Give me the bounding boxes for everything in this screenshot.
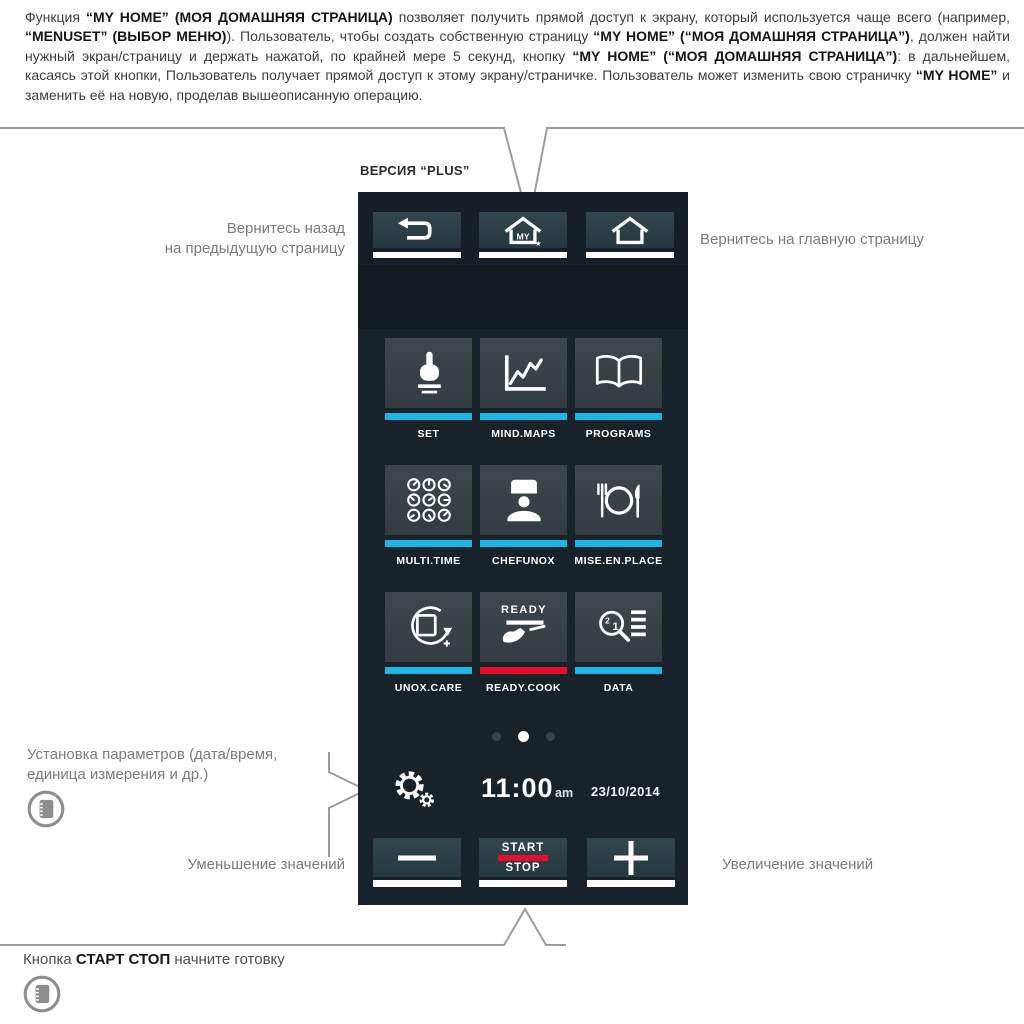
app-underline-cyan xyxy=(575,413,662,420)
text-segment: Функция xyxy=(25,9,86,25)
clock-date: 23/10/2014 xyxy=(591,784,661,799)
back-annotation xyxy=(165,219,345,259)
open-book-icon[interactable] xyxy=(575,338,662,408)
app-underline-red xyxy=(480,667,567,674)
settings-button[interactable] xyxy=(394,770,436,813)
clock-time: 11:00 xyxy=(481,773,554,803)
my-home-badge: MY xyxy=(516,231,530,242)
touchscreen-panel xyxy=(358,192,688,905)
text-segment: начните готовку xyxy=(170,951,285,968)
chef-icon[interactable] xyxy=(480,465,567,535)
manual-display-icon xyxy=(22,974,62,1014)
start-stop-button[interactable] xyxy=(479,838,567,877)
my-home-icon xyxy=(501,214,545,247)
screen-header-band xyxy=(358,265,688,329)
home-button-underline xyxy=(586,252,674,258)
text-segment: : в дальнейшем, касаясь этой кнопки, Пользователь получает прямой доступ к этому экрану/страничке. Пользователь может изменить свою страничку xyxy=(25,47,1010,84)
my-home-star: ★ xyxy=(534,238,542,247)
line-chart-icon[interactable] xyxy=(480,338,567,408)
text-segment: Кнопка xyxy=(23,951,76,968)
app-label: READY.COOK xyxy=(485,682,561,694)
text-segment: “MY HOME” (“МОЯ ДОМАШНЯЯ СТРАНИЦА”) xyxy=(593,28,910,45)
app-chefunox[interactable] xyxy=(480,465,567,592)
home-button[interactable] xyxy=(586,212,674,248)
home-annotation: Вернитесь на главную страницу xyxy=(700,231,924,248)
app-underline-cyan xyxy=(385,540,472,547)
app-multi-time[interactable] xyxy=(385,465,472,592)
app-label: PROGRAMS xyxy=(585,428,652,440)
app-data[interactable] xyxy=(575,592,662,719)
start-stop-red-bar xyxy=(498,855,548,861)
app-mise-en-place[interactable] xyxy=(575,465,662,592)
app-label: MULTI.TIME xyxy=(396,555,461,567)
intro-paragraph xyxy=(25,8,1010,105)
pager-dot-active[interactable] xyxy=(518,731,529,742)
stop-label: STOP xyxy=(505,861,541,874)
text-segment: “MENUSET” (ВЫБОР МЕНЮ) xyxy=(25,28,227,45)
plus-icon xyxy=(613,840,649,876)
hand-tray-icon[interactable] xyxy=(480,592,567,662)
manual-display-icon xyxy=(26,789,66,829)
my-home-button-underline xyxy=(479,252,567,258)
app-mind-maps[interactable] xyxy=(480,338,567,465)
app-set[interactable] xyxy=(385,338,472,465)
svg-text:2: 2 xyxy=(604,615,610,626)
svg-text:READY: READY xyxy=(500,604,547,617)
back-button-underline xyxy=(373,252,461,258)
version-label: ВЕРСИЯ “PLUS” xyxy=(360,163,470,178)
start-label: START xyxy=(501,841,545,854)
clock-meridiem: am xyxy=(555,786,574,800)
settings-annotation-line2: единица измерения и др.) xyxy=(27,766,209,783)
minus-icon xyxy=(395,853,439,863)
app-label: DATA xyxy=(603,682,634,694)
app-ready-cook[interactable] xyxy=(480,592,567,719)
minus-button-underline xyxy=(373,880,461,887)
magnifier-list-icon[interactable] xyxy=(575,592,662,662)
minus-button[interactable] xyxy=(373,838,461,877)
app-underline-cyan xyxy=(575,667,662,674)
multi-clock-icon[interactable] xyxy=(385,465,472,535)
increase-annotation: Увеличение значений xyxy=(722,856,874,873)
plate-cutlery-icon[interactable] xyxy=(575,465,662,535)
back-annotation-line1: Вернитесь назад xyxy=(226,220,345,237)
start-stop-underline xyxy=(479,880,567,887)
app-grid xyxy=(385,338,662,719)
app-underline-cyan xyxy=(385,667,472,674)
pager-dot[interactable] xyxy=(492,732,501,741)
app-underline-cyan xyxy=(575,540,662,547)
callout-startstop-line xyxy=(0,909,566,945)
app-label: MIND.MAPS xyxy=(491,428,556,440)
app-label: UNOX.CARE xyxy=(394,682,463,694)
text-segment: ). Пользователь, чтобы создать собственную страницу xyxy=(226,28,594,45)
text-segment: , должен найти нужный экран/страницу и держать нажатой, по крайней мере 5 секунд, кнопку xyxy=(25,28,1010,64)
text-segment: СТАРТ СТОП xyxy=(75,951,171,968)
my-home-button[interactable] xyxy=(479,212,567,248)
text-segment: позволяет получить прямой доступ к экрану, который используется чаще всего (например, xyxy=(392,9,1010,25)
pager-dot[interactable] xyxy=(546,732,555,741)
text-segment: “MY HOME” (“МОЯ ДОМАШНЯЯ СТРАНИЦА”) xyxy=(572,47,898,64)
app-underline-cyan xyxy=(480,540,567,547)
back-button[interactable] xyxy=(373,212,461,248)
settings-annotation xyxy=(27,745,277,785)
start-stop-note xyxy=(23,951,285,968)
text-segment: и заменить её на новую, проделав вышеописанную операцию. xyxy=(25,67,1011,103)
app-label: CHEFUNOX xyxy=(492,555,555,567)
app-unox-care[interactable] xyxy=(385,592,472,719)
app-label: SET xyxy=(417,428,440,440)
back-arrow-icon xyxy=(395,215,439,246)
pager-dots xyxy=(358,731,688,742)
plus-button-underline xyxy=(587,880,675,887)
svg-text:1: 1 xyxy=(612,620,619,633)
plus-button[interactable] xyxy=(587,838,675,877)
gear-icon xyxy=(394,770,436,808)
app-underline-cyan xyxy=(385,413,472,420)
app-label: MISE.EN.PLACE xyxy=(574,555,663,567)
settings-annotation-line1: Установка параметров (дата/время, xyxy=(27,746,278,763)
app-programs[interactable] xyxy=(575,338,662,465)
text-segment: “MY HOME” (МОЯ ДОМАШНЯЯ СТРАНИЦА) xyxy=(85,9,393,25)
decrease-annotation: Уменьшение значений xyxy=(187,856,345,873)
home-icon xyxy=(608,214,652,247)
app-underline-cyan xyxy=(480,413,567,420)
rotate-square-icon[interactable] xyxy=(385,592,472,662)
touch-finger-icon[interactable] xyxy=(385,338,472,408)
text-segment: “MY HOME” xyxy=(915,67,998,84)
back-annotation-line2: на предыдущую страницу xyxy=(164,240,345,257)
